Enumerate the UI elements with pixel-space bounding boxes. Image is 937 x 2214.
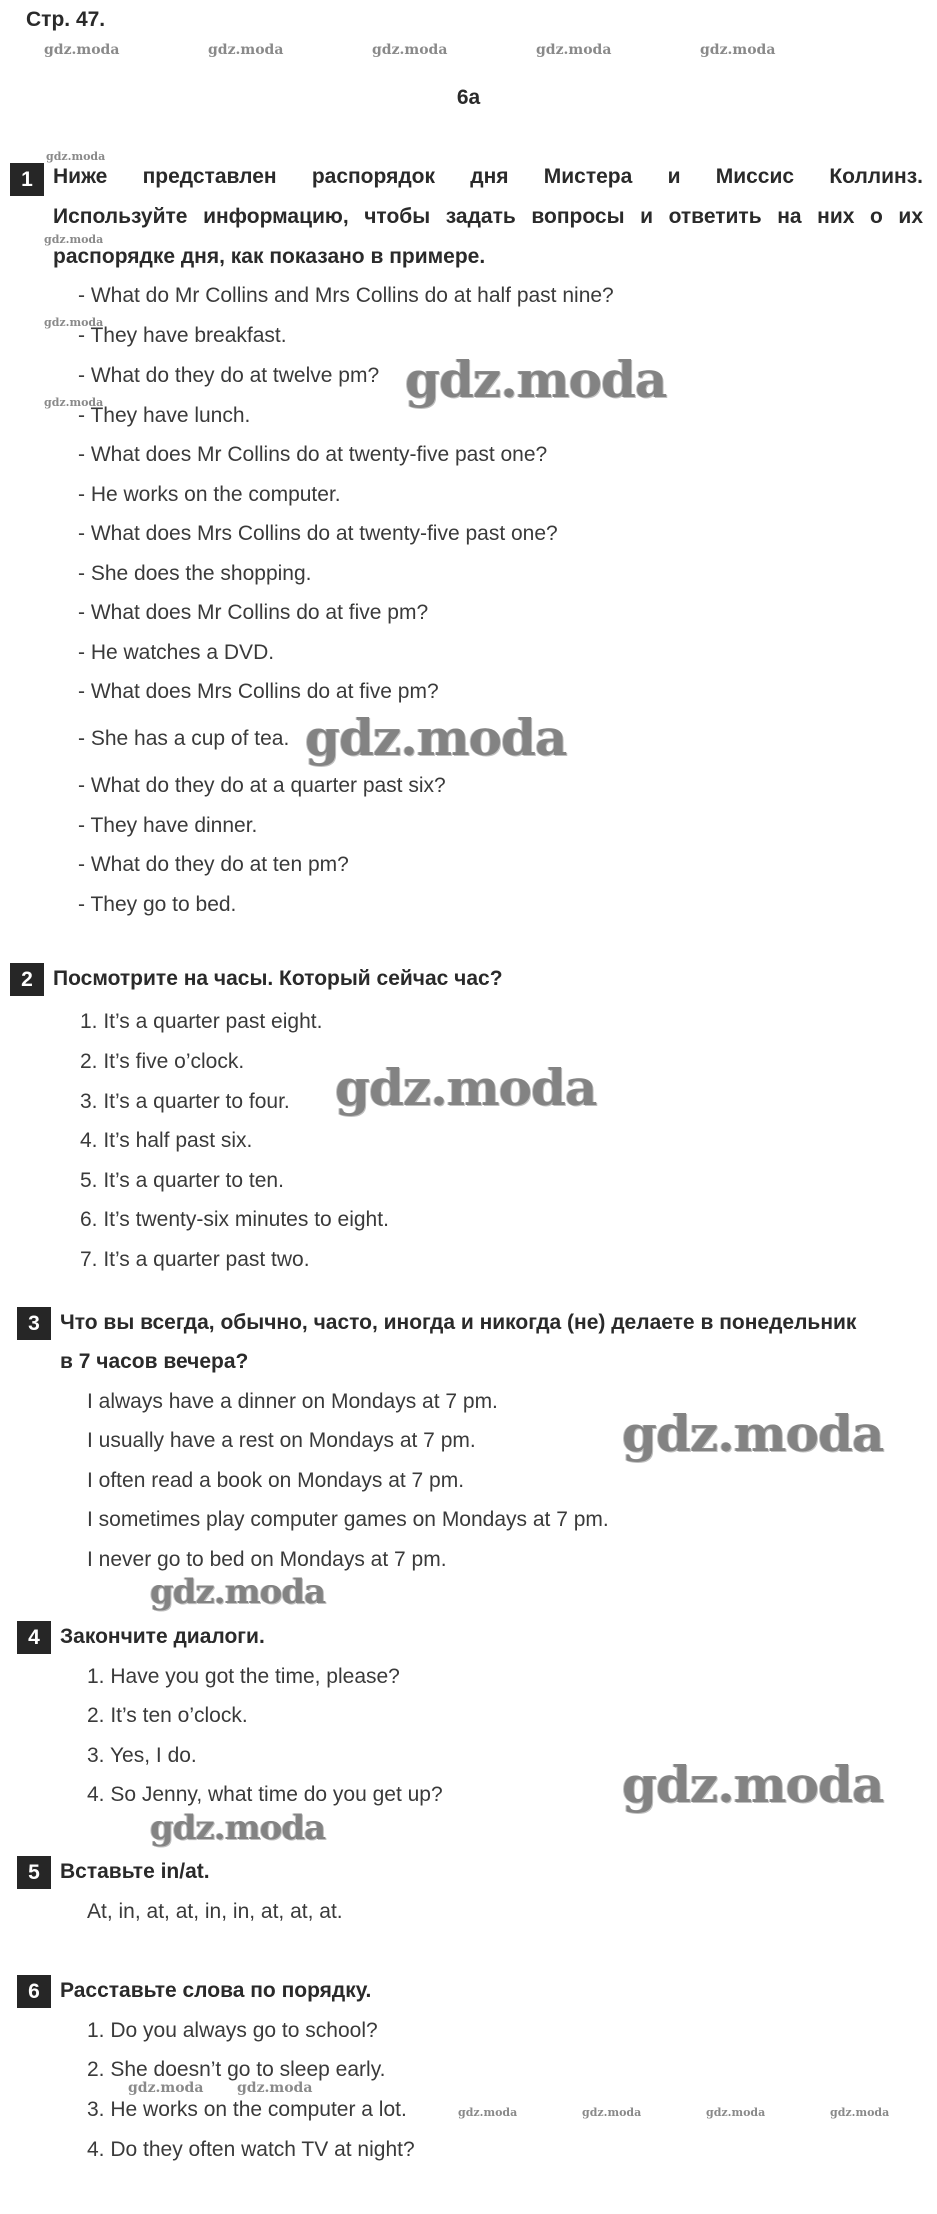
- task-number-badge: 5: [17, 1856, 51, 1889]
- answer-line: 4. So Jenny, what time do you get up?: [87, 1783, 443, 1806]
- watermark-large: gdz.moda: [405, 350, 667, 409]
- watermark-small: gdz.moda: [44, 396, 104, 409]
- dialogue-line: - They have dinner.: [78, 814, 258, 837]
- watermark-small: gdz.moda: [46, 150, 106, 163]
- dialogue-line: - What does Mrs Collins do at twenty-five past one?: [78, 522, 558, 545]
- answer-line: 3. He works on the computer a lot.: [87, 2098, 407, 2121]
- watermark-small: gdz.moda: [44, 233, 104, 246]
- answer-line: 3. It’s a quarter to four.: [80, 1090, 290, 1113]
- answer-line: 2. It’s ten o’clock.: [87, 1704, 248, 1727]
- task3-instruction-line: Что вы всегда, обычно, часто, иногда и никогда (не) делаете в понедельник: [60, 1311, 857, 1334]
- dialogue-line: - They go to bed.: [78, 893, 237, 916]
- dialogue-line: - What do Mr Collins and Mrs Collins do at half past nine?: [78, 284, 614, 307]
- watermark-small: gdz.moda: [208, 42, 284, 58]
- watermark-small: gdz.moda: [44, 42, 120, 58]
- task5-instruction: Вставьте in/at.: [60, 1860, 210, 1883]
- answer-line: 2. She doesn’t go to sleep early.: [87, 2058, 386, 2081]
- dialogue-line: - They have breakfast.: [78, 324, 287, 347]
- dialogue-line: - She does the shopping.: [78, 562, 312, 585]
- watermark-small: gdz.moda: [44, 316, 104, 329]
- answer-line: 3. Yes, I do.: [87, 1744, 197, 1767]
- dialogue-line: - What do they do at a quarter past six?: [78, 774, 446, 797]
- task1-instruction-line: Используйте информацию, чтобы задать вопросы и ответить на них о их: [53, 205, 923, 228]
- answer-line: 4. Do they often watch TV at night?: [87, 2138, 415, 2161]
- answer-line: I often read a book on Mondays at 7 pm.: [87, 1469, 465, 1492]
- watermark-large: gdz.moda: [622, 1404, 884, 1463]
- answer-line: I usually have a rest on Mondays at 7 pm.: [87, 1429, 476, 1452]
- page-label: Стр. 47.: [26, 8, 106, 31]
- task6-instruction: Расставьте слова по порядку.: [60, 1979, 372, 2002]
- watermark-small: gdz.moda: [536, 42, 612, 58]
- answer-line: 2. It’s five o’clock.: [80, 1050, 245, 1073]
- answer-line: 5. It’s a quarter to ten.: [80, 1169, 284, 1192]
- task3-instruction-line: в 7 часов вечера?: [60, 1350, 249, 1373]
- dialogue-line: - What does Mrs Collins do at five pm?: [78, 680, 439, 703]
- task-number-badge: 4: [17, 1621, 51, 1654]
- task1-instruction-line: распорядке дня, как показано в примере.: [53, 245, 486, 268]
- answer-line: I always have a dinner on Mondays at 7 pm.: [87, 1390, 498, 1413]
- section-title: 6a: [456, 86, 481, 109]
- dialogue-line: - What does Mr Collins do at five pm?: [78, 601, 429, 624]
- watermark-small: gdz.moda: [458, 2106, 518, 2119]
- answer-line: At, in, at, at, in, in, at, at, at.: [87, 1900, 343, 1923]
- watermark-large: gdz.moda: [150, 1572, 326, 1612]
- watermark-small: gdz.moda: [700, 42, 776, 58]
- answer-line: I sometimes play computer games on Mondays at 7 pm.: [87, 1508, 609, 1531]
- dialogue-line: - She has a cup of tea.: [78, 727, 290, 750]
- answer-line: 4. It’s half past six.: [80, 1129, 253, 1152]
- dialogue-line: - They have lunch.: [78, 404, 251, 427]
- task-number-badge: 6: [17, 1975, 51, 2008]
- watermark-small: gdz.moda: [830, 2106, 890, 2119]
- answer-line: 7. It’s a quarter past two.: [80, 1248, 310, 1271]
- task1-instruction-line: Ниже представлен распорядок дня Мистера и Миссис Коллинз.: [53, 165, 923, 188]
- task-number-badge: 3: [17, 1307, 51, 1340]
- watermark-large: gdz.moda: [335, 1058, 597, 1117]
- dialogue-line: - He works on the computer.: [78, 483, 341, 506]
- task-number-badge: 1: [10, 163, 44, 196]
- watermark-small: gdz.moda: [582, 2106, 642, 2119]
- watermark-small: gdz.moda: [237, 2080, 313, 2096]
- watermark-small: gdz.moda: [128, 2080, 204, 2096]
- task4-instruction: Закончите диалоги.: [60, 1625, 265, 1648]
- watermark-small: gdz.moda: [372, 42, 448, 58]
- answer-line: 6. It’s twenty-six minutes to eight.: [80, 1208, 389, 1231]
- task2-instruction: Посмотрите на часы. Который сейчас час?: [53, 967, 503, 990]
- dialogue-line: - What do they do at twelve pm?: [78, 364, 380, 387]
- dialogue-line: - What do they do at ten pm?: [78, 853, 349, 876]
- watermark-large: gdz.moda: [150, 1808, 326, 1848]
- answer-line: 1. It’s a quarter past eight.: [80, 1010, 323, 1033]
- dialogue-line: - He watches a DVD.: [78, 641, 275, 664]
- answer-line: 1. Do you always go to school?: [87, 2019, 378, 2042]
- watermark-large: gdz.moda: [622, 1755, 884, 1814]
- answer-line: I never go to bed on Mondays at 7 pm.: [87, 1548, 447, 1571]
- task-number-badge: 2: [10, 963, 44, 996]
- watermark-large: gdz.moda: [305, 708, 567, 767]
- watermark-small: gdz.moda: [706, 2106, 766, 2119]
- dialogue-line: - What does Mr Collins do at twenty-five past one?: [78, 443, 548, 466]
- answer-line: 1. Have you got the time, please?: [87, 1665, 400, 1688]
